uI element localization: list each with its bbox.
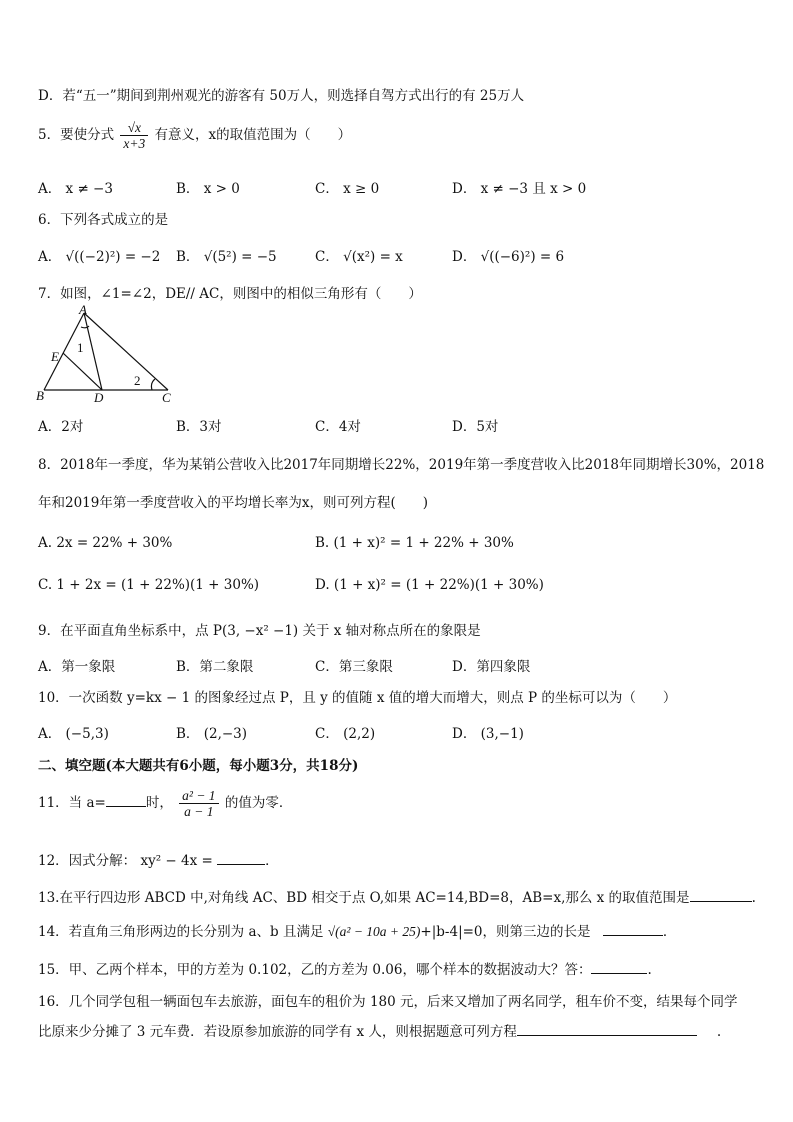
q15 [38,958,652,978]
q9-option-b: B．第二象限 [176,659,254,675]
q11-mid: 时， [145,795,173,811]
q14-expr: √(a² − 10a + 25) [327,924,421,939]
label-angle-2: 2 [134,373,141,388]
q12-pre: 12．因式分解： [38,853,137,869]
q10-option-c: C． (2,2) [315,726,376,742]
q11-frac-den: a − 1 [184,804,214,819]
label-e: E [51,349,59,364]
q16-post: . [716,1024,722,1040]
q6-option-a: A． √((−2)²) = −2 [38,249,161,265]
q7-triangle-figure [34,305,184,405]
q11-post: 的值为零． [224,795,293,811]
q6-stem: 6．下列各式成立的是 [38,212,169,228]
q10-option-a: A． (−5,3) [38,726,109,742]
q11 [38,788,292,819]
q11-fraction [179,788,218,819]
q12-post: ． [265,853,279,869]
q16-answer-blank[interactable] [517,1035,697,1036]
q5-stem-post: 有意义，x的取值范围为（ ） [154,127,352,143]
q5-frac-den: x+3 [123,136,146,151]
segment-de [63,353,102,390]
side-ac [84,313,168,390]
q13-post: . [751,890,756,906]
q10-stem: 10．一次函数 y=kx − 1 的图象经过点 P，且 y 的值随 x 值的增大而增大，则点 P 的坐标可以为（ ） [38,690,677,706]
q5-option-b: B． x > 0 [176,181,240,197]
q8-line-1: 8．2018年一季度，华为某销公营收入比2017年同期增长22%，2019年第一季度营收入比2018年同期增长30%，2018 [38,457,765,473]
q13 [38,886,756,906]
q10-option-d: D． (3,−1) [452,726,524,742]
q7-option-a: A．2对 [38,419,84,435]
q11-frac-num: a² − 1 [179,788,218,804]
q10-option-b: B． (2,−3) [176,726,248,742]
label-d: D [94,390,104,405]
q5-option-a: A． x ≠ −3 [38,181,113,197]
angle-2-arc [151,379,155,390]
q14-post: ． [662,924,677,940]
q7-option-c: C．4对 [315,419,361,435]
q6-option-d: D． √((−6)²) = 6 [452,249,565,265]
q16-line-2-text: 比原来少分摊了 3 元车费．若设原参加旅游的同学有 x 人，则根据题意可列方程 [38,1024,517,1040]
q13-text: 13.在平行四边形 ABCD 中,对角线 AC、BD 相交于点 O,如果 AC=14,BD=8，AB=x,那么 x 的取值范围是 [38,890,690,906]
q7-stem: 7．如图，∠1=∠2，DE// AC，则图中的相似三角形有（ ） [38,286,422,302]
segment-ad [84,313,102,390]
q8-line-2: 年和2019年第一季度营收入的平均增长率为x，则可列方程( ) [38,495,429,511]
q6-option-c: C． √(x²) = x [315,249,403,265]
q5-option-c: C． x ≥ 0 [315,181,380,197]
q14-answer-blank[interactable] [603,935,663,936]
q12-expr: xy² − 4x = [140,853,213,869]
q9-option-d: D．第四象限 [452,659,531,675]
label-angle-1: 1 [77,340,84,355]
q16-line-1: 16．几个同学包租一辆面包车去旅游，面包车的租价为 180 元，后来又增加了两名同学，租车价不变，结果每个同学 [38,994,738,1010]
q9-option-a: A．第一象限 [38,659,116,675]
q8-option-a: A. 2x = 22% + 30% [38,535,173,551]
label-a: A [79,305,87,317]
q6-option-b: B． √(5²) = −5 [176,249,277,265]
q16-line-2 [38,1020,721,1040]
q11-answer-blank[interactable] [106,806,146,807]
q12-answer-blank[interactable] [217,864,265,865]
q9-option-c: C．第三象限 [315,659,393,675]
angle-1-arc [81,326,89,328]
q13-answer-blank[interactable] [690,901,752,902]
q5-stem [38,120,351,151]
q4-option-d: D．若“五一”期间到荆州观光的游客有 50万人，则选择自驾方式出行的有 25万人 [38,88,525,104]
q15-post: . [647,962,652,978]
label-b: B [36,388,44,403]
section-2-heading: 二、填空题(本大题共有6小题，每小题3分，共18分) [38,758,359,774]
q12 [38,849,279,869]
label-c: C [162,390,171,405]
q14 [38,920,676,940]
q7-option-b: B．3对 [176,419,222,435]
q8-option-b: B. (1 + x)² = 1 + 22% + 30% [315,535,514,551]
q8-option-c: C. 1 + 2x = (1 + 22%)(1 + 30%) [38,577,260,593]
q5-option-d: D． x ≠ −3 且 x > 0 [452,181,587,197]
q7-option-d: D．5对 [452,419,499,435]
q15-text: 15．甲、乙两个样本，甲的方差为 0.102，乙的方差为 0.06，哪个样本的数据波动大？答： [38,962,592,978]
q15-answer-blank[interactable] [591,973,647,974]
q14-mid: +|b-4|=0，则第三边的长是 [420,924,591,940]
q8-option-d: D. (1 + x)² = (1 + 22%)(1 + 30%) [315,577,544,593]
q11-pre: 11．当 a= [38,795,106,811]
q5-fraction [120,120,148,151]
q14-pre: 14．若直角三角形两边的长分别为 a、b 且满足 [38,924,324,940]
q5-stem-pre: 5．要使分式 [38,127,115,143]
q9-stem: 9．在平面直角坐标系中，点 P(3, −x² −1) 关于 x 轴对称点所在的象限是 [38,623,481,639]
q5-frac-num: √x [120,120,148,136]
